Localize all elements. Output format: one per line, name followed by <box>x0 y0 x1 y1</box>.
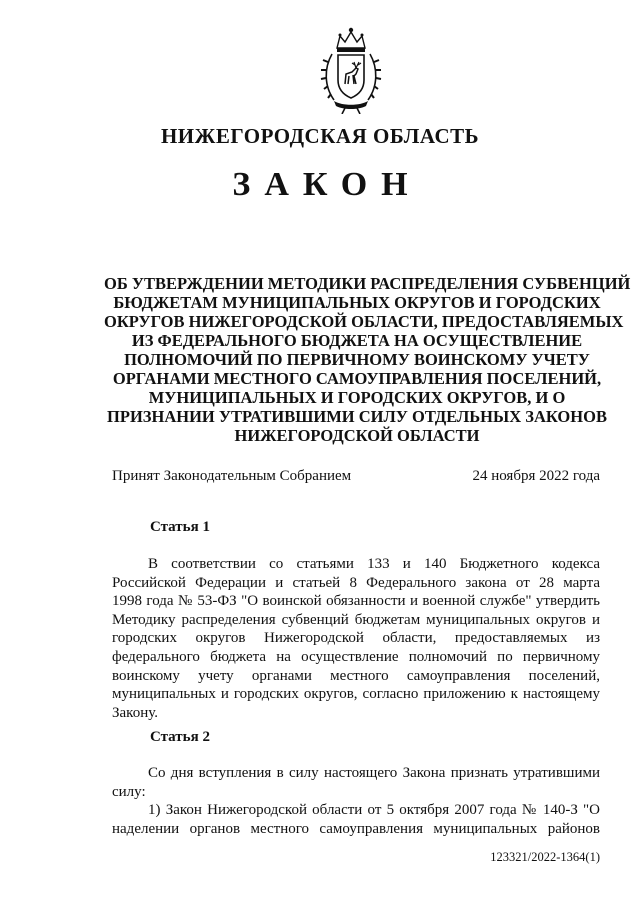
text-line: 1998 года № 53-ФЗ "О воинской обязанности и военной службе" утвердить <box>112 593 600 610</box>
text-line: Со дня вступления в силу настоящего Закона признать утратившими <box>148 765 600 781</box>
text-line: наделении органов местного самоуправления муниципальных районов <box>112 820 600 837</box>
region-title: НИЖЕГОРОДСКАЯ ОБЛАСТЬ <box>160 124 480 148</box>
law-title-line: НИЖЕГОРОДСКОЙ ОБЛАСТИ <box>234 426 480 445</box>
law-title-line: МУНИЦИПАЛЬНЫХ И ГОРОДСКИХ ОКРУГОВ, И О <box>148 388 566 407</box>
article-2-heading: Статья 2 <box>150 729 210 745</box>
text-line: Закону. <box>112 704 158 721</box>
article-1-text <box>112 555 600 722</box>
text-line: городских округов Нижегородской области, предоставляемых из <box>112 630 600 647</box>
text-line: 1) Закон Нижегородской области от 5 октября 2007 года № 140-З "О <box>148 802 600 819</box>
text-line: Методику распределения субвенций бюджетам муниципальных округов и <box>112 611 600 628</box>
text-line: В соответствии со статьями 133 и 140 Бюджетного кодекса <box>148 556 600 572</box>
text-line: воинскому учету органами местного самоуправления поселений, <box>112 667 600 684</box>
law-title-line: БЮДЖЕТАМ МУНИЦИПАЛЬНЫХ ОКРУГОВ И ГОРОДСКИХ <box>113 293 601 312</box>
coat-of-arms-emblem <box>318 24 384 114</box>
law-title-line: ПОЛНОМОЧИЙ ПО ПЕРВИЧНОМУ ВОИНСКОМУ УЧЕТУ <box>124 350 590 369</box>
law-title-line: ОБ УТВЕРЖДЕНИИ МЕТОДИКИ РАСПРЕДЕЛЕНИЯ СУБВЕНЦИЙ <box>104 274 631 293</box>
law-title <box>104 274 631 445</box>
article-2-text <box>112 764 600 838</box>
law-title-line: ОКРУГОВ НИЖЕГОРОДСКОЙ ОБЛАСТИ, ПРЕДОСТАВЛЯЕМЫХ <box>104 312 624 331</box>
text-line: силу: <box>112 783 146 800</box>
law-title-line: ОРГАНАМИ МЕСТНОГО САМОУПРАВЛЕНИЯ ПОСЕЛЕНИЙ, <box>112 369 602 388</box>
adopting-body: Принят Законодательным Собранием <box>112 468 352 484</box>
law-title-line: ИЗ ФЕДЕРАЛЬНОГО БЮДЖЕТА НА ОСУЩЕСТВЛЕНИЕ <box>131 331 583 350</box>
text-line: федерального бюджета на осуществление полномочий по первичному <box>112 648 600 665</box>
article-1-heading: Статья 1 <box>150 519 210 535</box>
law-title-line: ПРИЗНАНИИ УТРАТИВШИМИ СИЛУ ОТДЕЛЬНЫХ ЗАКОНОВ <box>107 407 607 426</box>
registration-number: 123321/2022-1364(1) <box>490 850 600 864</box>
adoption-date: 24 ноября 2022 года <box>472 468 600 484</box>
text-line: муниципальных и городских округов, согласно приложению к настоящему <box>112 686 600 703</box>
text-line: Российской Федерации и статьей 8 Федерального закона от 28 марта <box>112 574 600 591</box>
adoption-line <box>112 467 600 486</box>
document-type: ЗАКОН <box>232 166 422 203</box>
